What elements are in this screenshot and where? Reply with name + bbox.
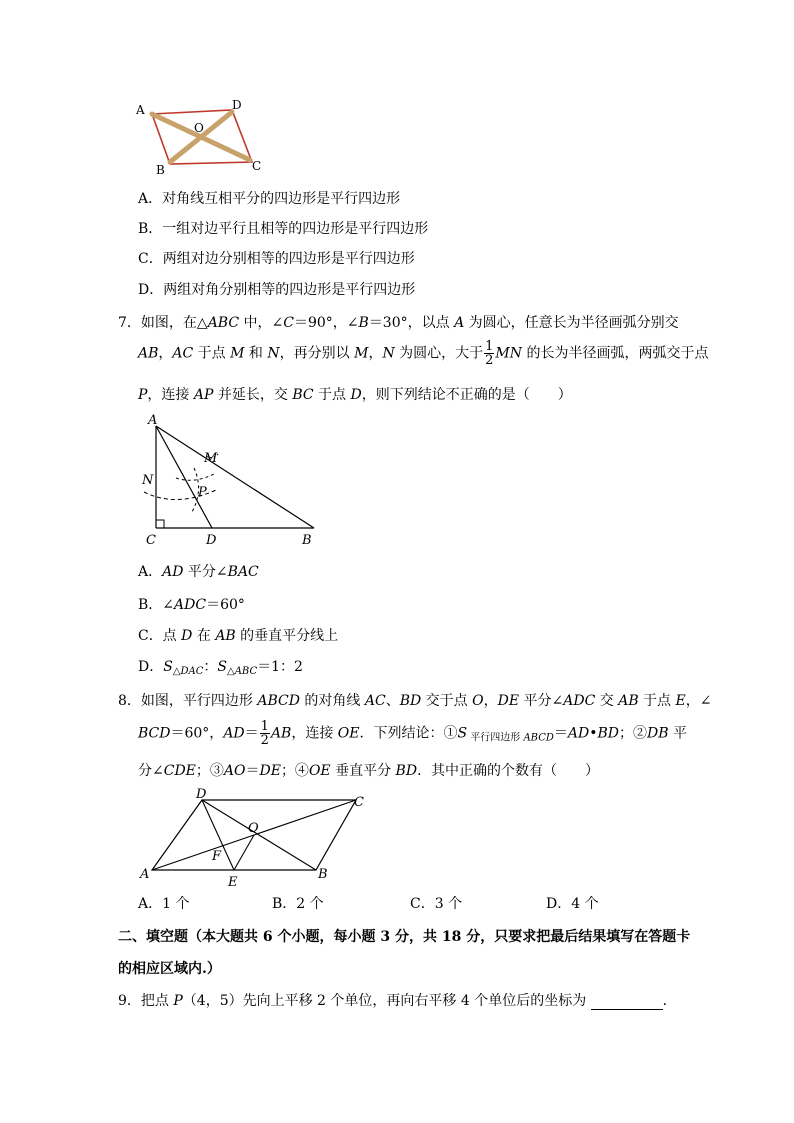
label-B: B bbox=[302, 533, 312, 548]
label-F: F bbox=[212, 849, 222, 864]
stick-bd bbox=[170, 112, 232, 162]
q8-option-a: A．1 个 bbox=[138, 896, 190, 912]
q9-stem: 9．把点 P（4，5）先向上平移 2 个单位，再向右平移 4 个单位后的坐标为 ． bbox=[118, 993, 677, 1009]
q8-line-2: BCD＝60°，AD＝ $\frac{1}{2}$ AB，连接 OE．下列结论：①S $_{平行四边形}$ $_{ABCD}$＝AD•BD；②DB 平 bbox=[138, 719, 687, 748]
q6-option-b: B．一组对边平行且相等的四边形是平行四边形 bbox=[138, 221, 429, 237]
q7-option-a: A．AD 平分∠BAC bbox=[138, 564, 259, 580]
label-C: C bbox=[354, 795, 364, 810]
q7-option-c: C．点 D 在 AB 的垂直平分线上 bbox=[138, 628, 339, 644]
q8-option-c: C．3 个 bbox=[410, 896, 463, 912]
label-B: B bbox=[156, 163, 165, 176]
arc-from-n bbox=[176, 474, 214, 480]
side-ab bbox=[156, 426, 314, 528]
q8-option-b: B．2 个 bbox=[272, 896, 324, 912]
q7-triangle-figure bbox=[136, 412, 336, 548]
q6-option-d: D．两组对角分别相等的四边形是平行四边形 bbox=[138, 282, 416, 298]
q7-line-3: P，连接 AP 并延长，交 BC 于点 D，则下列结论不正确的是（ ） bbox=[138, 387, 572, 403]
label-D: D bbox=[196, 787, 207, 802]
q8-line-3: 分∠CDE；③AO＝DE；④OE 垂直平分 BD．其中正确的个数有（ ） bbox=[138, 763, 600, 779]
q7-option-b: B．∠ADC＝60° bbox=[138, 597, 245, 613]
section-heading-fill-in: 二、填空题（本大题共 6 个小题，每小题 3 分，共 18 分，只要求把最后结果填写在答题卡 bbox=[118, 929, 691, 945]
segment-ad bbox=[156, 426, 212, 528]
q6-option-a: A．对角线互相平分的四边形是平行四边形 bbox=[138, 191, 401, 207]
fraction-half: $\frac{1}{2}$ bbox=[485, 339, 494, 368]
label-D: D bbox=[206, 533, 217, 548]
q7-line-2: AB，AC 于点 M 和 N，再分别以 M，N 为圆心，大于 $\frac{1}{2}$ MN 的长为半径画弧，两弧交于点 bbox=[138, 339, 709, 368]
label-E: E bbox=[228, 875, 238, 890]
label-A: A bbox=[140, 867, 150, 882]
label-A: A bbox=[148, 413, 158, 428]
label-O: O bbox=[194, 121, 204, 135]
label-A: A bbox=[136, 103, 145, 117]
section-heading-fill-in-cont: 的相应区域内.） bbox=[118, 961, 221, 977]
label-M: M bbox=[204, 451, 218, 466]
label-D: D bbox=[232, 98, 242, 112]
q8-option-d: D．4 个 bbox=[546, 896, 599, 912]
label-C: C bbox=[146, 533, 156, 548]
label-B: B bbox=[318, 867, 328, 882]
label-O: O bbox=[248, 821, 259, 836]
q6-option-c: C．两组对边分别相等的四边形是平行四边形 bbox=[138, 251, 415, 267]
label-N: N bbox=[142, 473, 154, 488]
fraction-half: $\frac{1}{2}$ bbox=[260, 719, 269, 748]
q8-parallelogram-figure bbox=[136, 786, 376, 890]
q7-option-d: D．$S_{\triangle DAC}$：$S_{\triangle ABC}=1$：2 bbox=[138, 659, 303, 677]
right-angle-mark bbox=[156, 520, 164, 528]
q7-line-1: 7．如图，在△ABC 中，∠C＝90°，∠B＝30°，以点 A 为圆心，任意长为半径画弧分别交 bbox=[118, 315, 679, 331]
answer-blank[interactable] bbox=[591, 995, 663, 1010]
segment-oe bbox=[234, 835, 254, 870]
q8-line-1: 8．如图，平行四边形 ABCD 的对角线 AC、BD 交于点 O，DE 平分∠ADC 交 AB 于点 E，∠ bbox=[118, 693, 712, 709]
label-P: P bbox=[198, 485, 207, 500]
parallelogram-sticks-figure bbox=[132, 96, 272, 176]
label-C: C bbox=[252, 159, 262, 173]
